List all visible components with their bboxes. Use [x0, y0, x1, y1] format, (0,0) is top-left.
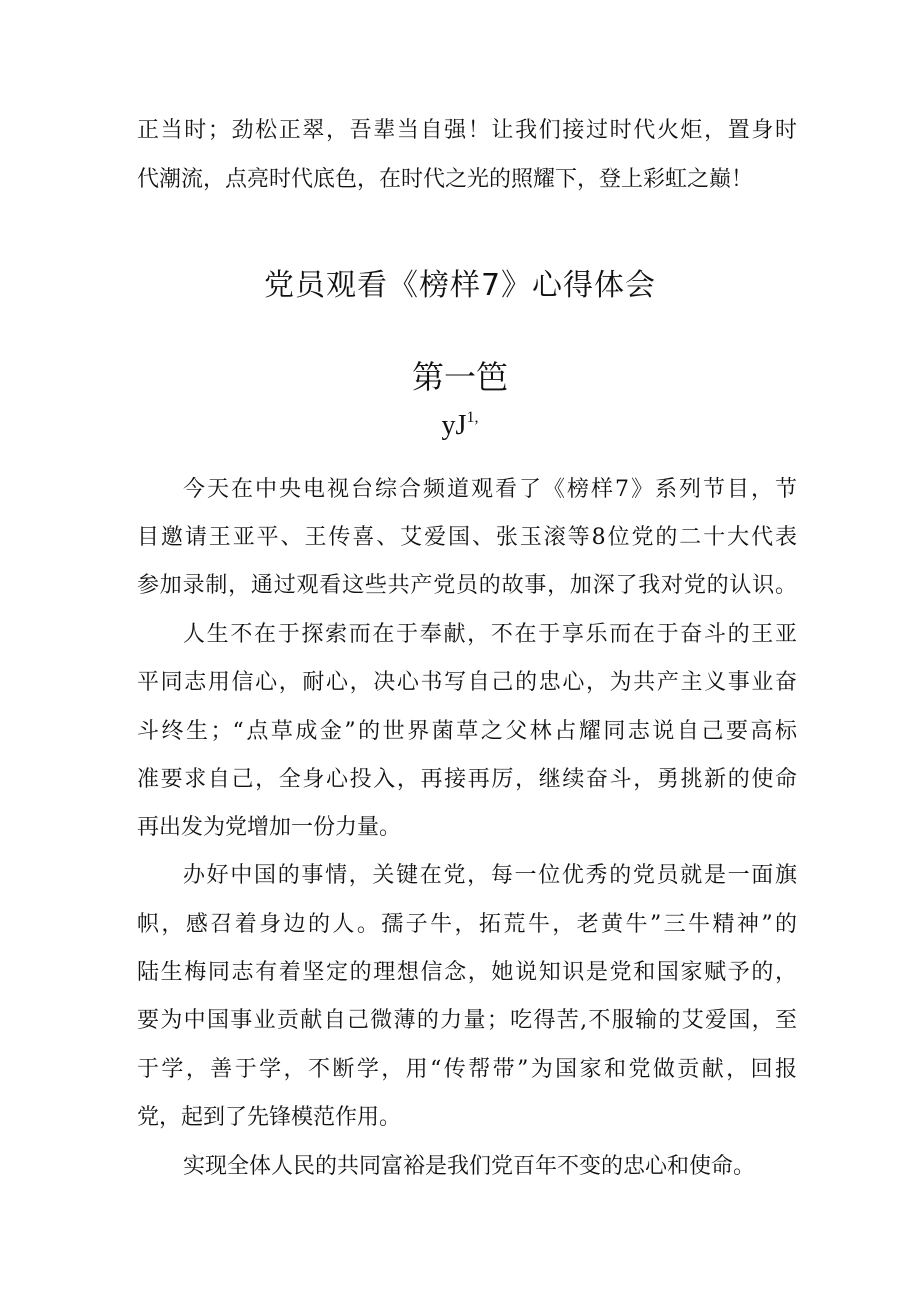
paragraph-line: 参加录制，通过观看这些共产党员的故事，加深了我对党的认识。: [137, 573, 797, 598]
heading-artifact-text: yJ: [441, 410, 467, 441]
paragraph-line: 今天在中央电视台综合频道观看了《榜样7》系列节目，节: [183, 477, 797, 502]
paragraph-line: 党，起到了先锋模范作用。: [137, 1105, 402, 1130]
section-heading: 第一笆: [411, 358, 508, 396]
heading-artifact: [0, 402, 920, 442]
text-line: 代潮流，点亮时代底色，在时代之光的照耀下，登上彩虹之巅！: [137, 167, 754, 192]
paragraph-line: 实现全体人民的共同富裕是我们党百年不变的忠心和使命。: [183, 1154, 756, 1179]
paragraph-line: 人生不在于探索而在于奉献，不在于享乐而在于奋斗的王亚: [183, 622, 797, 647]
paragraph-line: 再出发为党增加一份力量。: [137, 815, 402, 840]
paragraph-line: 于学，善于学，不断学，用“传帮带”为国家和党做贡献，回报: [137, 1057, 797, 1082]
article-title: 党员观看《榜样7》心得体会: [263, 268, 657, 303]
paragraph-line: 准要求自己，全身心投入，再接再厉，继续奋斗，勇挑新的使命: [137, 767, 797, 792]
paragraph-line: 斗终生；“点草成金”的世界菌草之父林占耀同志说自己要高标: [137, 719, 797, 744]
paragraph-line: 办好中国的事情，关键在党，每一位优秀的党员就是一面旗: [183, 863, 797, 888]
paragraph-line: 陆生梅同志有着坚定的理想信念，她说知识是党和国家赋予的，: [137, 960, 797, 985]
paragraph-line: 目邀请王亚平、王传喜、艾爱国、张玉滚等8位党的二十大代表: [137, 525, 797, 550]
heading-artifact-superscript: 1,: [466, 409, 479, 426]
paragraph-line: 要为中国事业贡献自己微薄的力量；吃得苦,不服输的艾爱国，至: [137, 1008, 797, 1033]
paragraph-line: 平同志用信心，耐心，决心书写自己的忠心，为共产主义事业奋: [137, 670, 797, 695]
text-line: 正当时；劲松正翠，吾辈当自强！让我们接过时代火炬，置身时: [137, 118, 797, 143]
paragraph-line: 帜，感召着身边的人。孺子牛，拓荒牛，老黄牛”三牛精神”的: [137, 912, 797, 937]
